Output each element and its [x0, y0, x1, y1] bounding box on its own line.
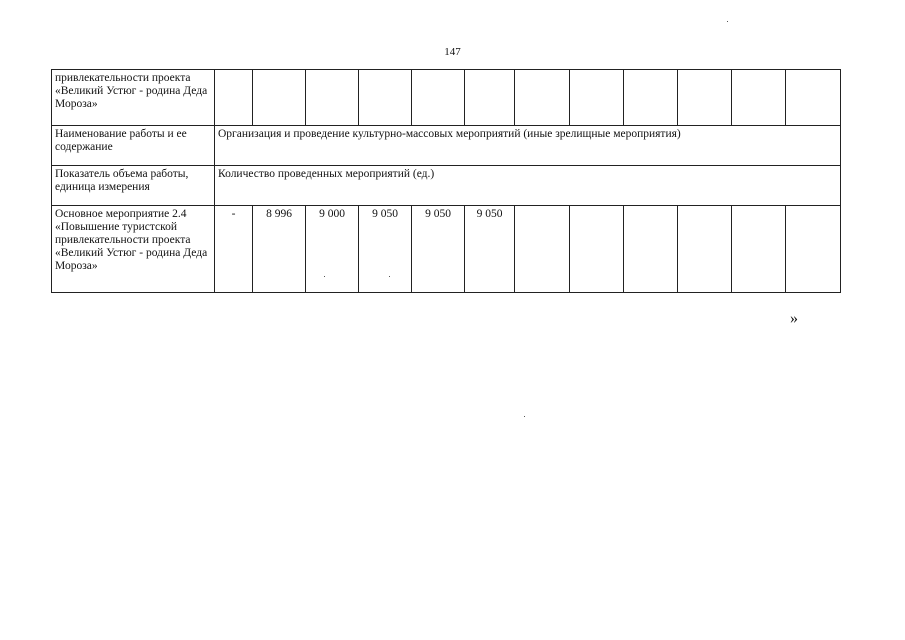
row-label: Наименование работы и ее содержание: [52, 126, 215, 166]
table-cell: 9 050: [412, 206, 465, 293]
table-cell: [359, 70, 412, 126]
table-row: [52, 126, 841, 166]
table-cell: [786, 206, 841, 293]
row-label: Основное мероприятие 2.4 «Повышение туристской привлекательности проекта «Великий Устюг - родина Деда Мороза»: [52, 206, 215, 293]
table-cell: [515, 206, 570, 293]
table-cell: [570, 206, 624, 293]
table-cell: [465, 70, 515, 126]
scan-speck: [324, 276, 325, 277]
table-cell: [570, 70, 624, 126]
data-table: [51, 69, 841, 293]
table-cell: [678, 206, 732, 293]
table-row: [52, 206, 841, 293]
table-cell: [732, 70, 786, 126]
table-cell: [624, 206, 678, 293]
scan-speck: [524, 416, 525, 417]
table-cell: 9 050: [359, 206, 412, 293]
table-cell: [732, 206, 786, 293]
scan-speck: [727, 21, 728, 22]
table-cell: [786, 70, 841, 126]
table-cell: [306, 70, 359, 126]
table-row: [52, 70, 841, 126]
volume-indicator-cell: Количество проведенных мероприятий (ед.): [215, 166, 841, 206]
table-cell: 9 000: [306, 206, 359, 293]
table-row: [52, 166, 841, 206]
page-number: 147: [444, 46, 461, 58]
row-label: Показатель объема работы, единица измерения: [52, 166, 215, 206]
table-cell: 8 996: [253, 206, 306, 293]
table-cell: [678, 70, 732, 126]
table-cell: -: [215, 206, 253, 293]
table-cell: 9 050: [465, 206, 515, 293]
table-cell: [215, 70, 253, 126]
scan-speck: [389, 276, 390, 277]
table-cell: [253, 70, 306, 126]
table-cell: [624, 70, 678, 126]
table-cell: [412, 70, 465, 126]
work-name-cell: Организация и проведение культурно-массовых мероприятий (иные зрелищные мероприятия): [215, 126, 841, 166]
row-label: привлекательности проекта «Великий Устюг - родина Деда Мороза»: [52, 70, 215, 126]
table-cell: [515, 70, 570, 126]
closing-quote: »: [790, 310, 798, 327]
